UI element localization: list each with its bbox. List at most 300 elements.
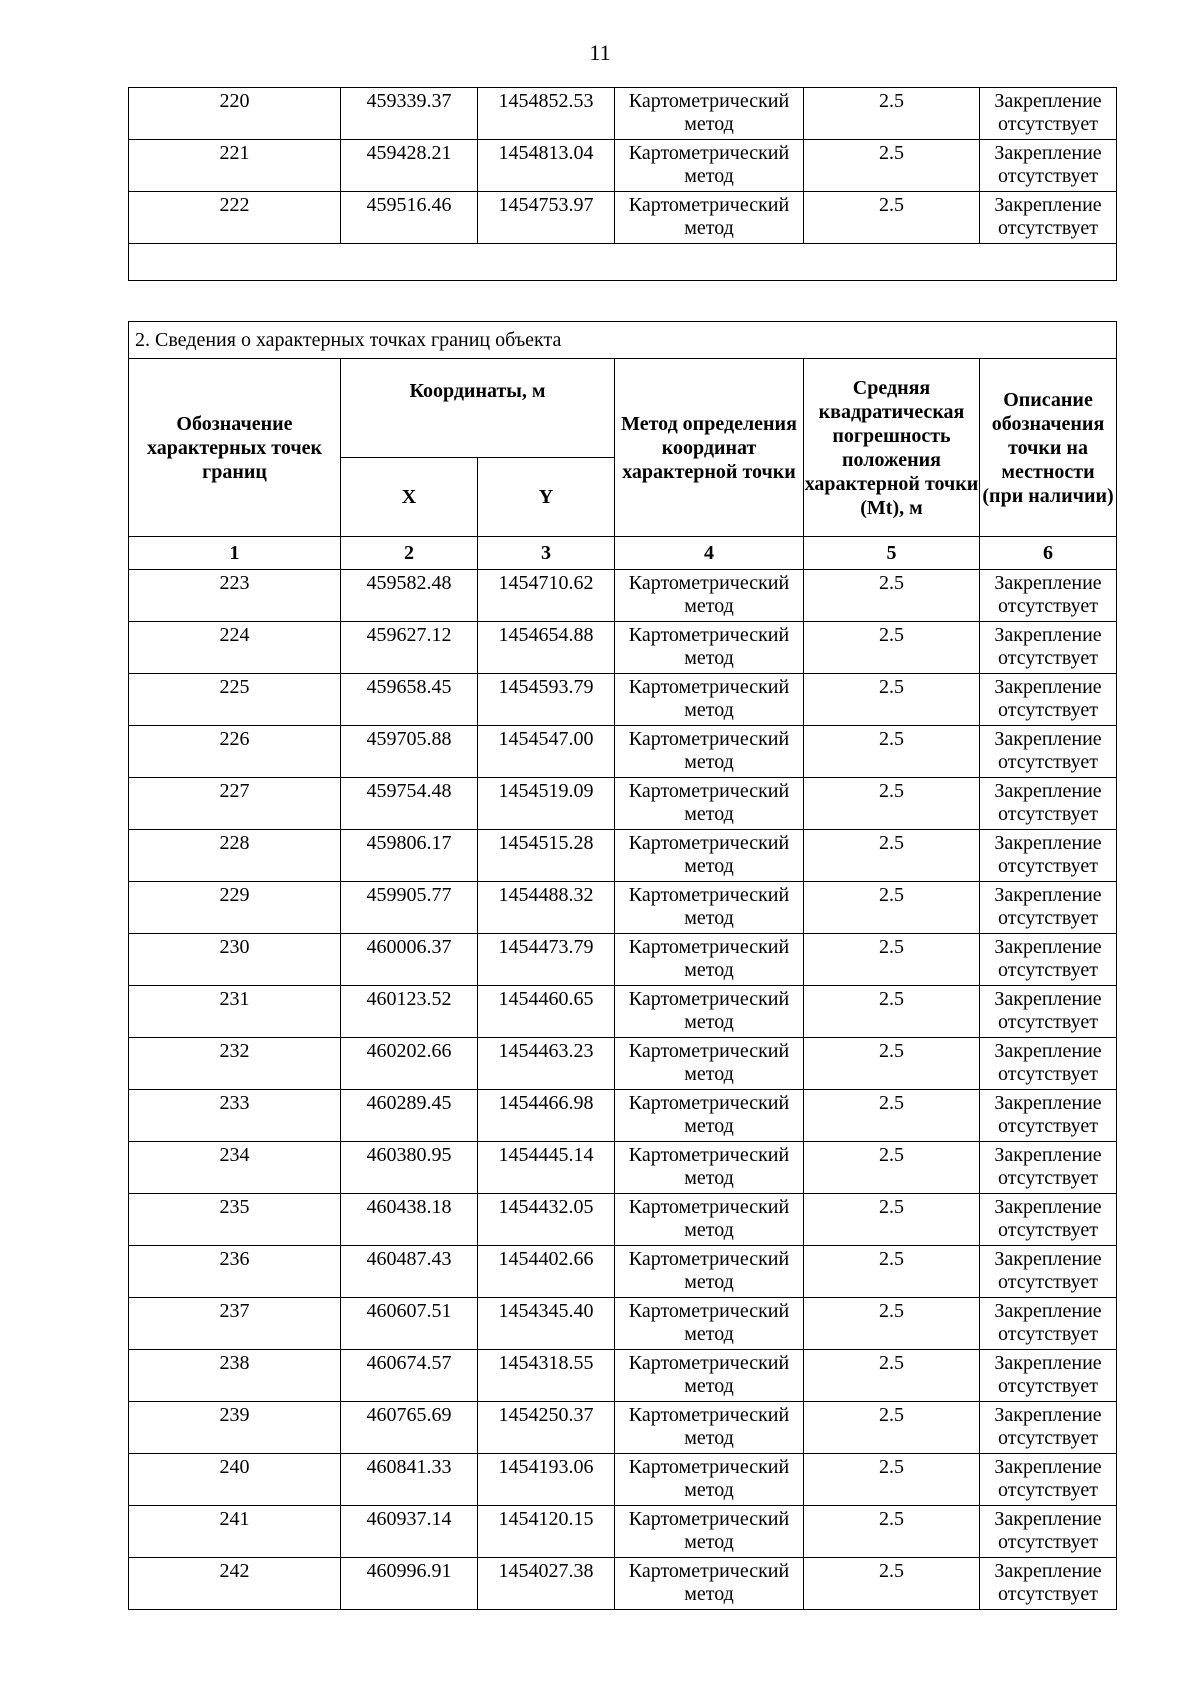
section-title: 2. Сведения о характерных точках границ объекта [129,322,1117,359]
table-row [129,1350,1117,1402]
description-text: отсутствует [997,1479,1099,1501]
error-value-text: 2.5 [879,884,904,906]
description-text: отсутствует [997,1219,1099,1241]
method [615,1038,804,1090]
description [980,1402,1117,1454]
point-number-text: 239 [219,1404,250,1426]
point-number-text: 220 [219,90,250,112]
method-text: Картометрический [628,194,790,216]
error-value [804,1558,980,1610]
method [615,674,804,726]
coordinate-x-text: 460487.43 [366,1248,452,1270]
description [980,1142,1117,1194]
point-number [129,1246,341,1298]
method-text: Картометрический [628,1560,790,1582]
description-text: Закрепление [994,936,1102,958]
error-value [804,1506,980,1558]
column-number: 4 [615,537,804,570]
coordinate-y-text: 1454753.97 [498,194,594,216]
error-value [804,140,980,192]
method [615,882,804,934]
coordinate-y-text: 1454710.62 [498,572,594,594]
boundary-points-table [128,321,1117,1610]
coordinate-x-text: 460123.52 [366,988,452,1010]
coordinate-y-text: 1454852.53 [498,90,594,112]
error-value [804,1298,980,1350]
coordinate-y-text: 1454345.40 [498,1300,594,1322]
description-text: Закрепление [994,90,1102,112]
description [980,622,1117,674]
method-text: метод [684,803,734,825]
coordinate-y-text: 1454460.65 [498,988,594,1010]
point-number [129,1558,341,1610]
method-text: метод [684,907,734,929]
coordinate-y [478,1454,615,1506]
error-value-text: 2.5 [879,1404,904,1426]
point-number-text: 222 [219,194,250,216]
coordinate-y-text: 1454519.09 [498,780,594,802]
column-number: 5 [804,537,980,570]
coordinate-y [478,778,615,830]
point-number [129,830,341,882]
point-number [129,726,341,778]
method [615,570,804,622]
coordinate-x-text: 459428.21 [366,142,452,164]
method-text: метод [684,1531,734,1553]
coordinate-y [478,1038,615,1090]
point-number [129,882,341,934]
header-coordinates: Координаты, м [341,359,615,458]
description-text: отсутствует [997,803,1099,825]
description-text: Закрепление [994,1300,1102,1322]
coordinate-y-text: 1454120.15 [498,1508,594,1530]
coordinate-y [478,1298,615,1350]
method-text: Картометрический [628,1300,790,1322]
table-row [129,1506,1117,1558]
coordinate-x [341,882,478,934]
point-number [129,88,341,140]
description-text: Закрепление [994,1248,1102,1270]
point-number-text: 238 [219,1352,250,1374]
description-text: отсутствует [997,1375,1099,1397]
header-error: Средняя квадратическая погрешность положения характерной точки (Mt), м [804,359,980,537]
method [615,1298,804,1350]
description [980,986,1117,1038]
method-text: метод [684,855,734,877]
description [980,1090,1117,1142]
page-number: 11 [589,40,611,65]
point-number [129,1506,341,1558]
point-number [129,622,341,674]
error-value-text: 2.5 [879,194,904,216]
coordinate-y-text: 1454445.14 [498,1144,594,1166]
coordinate-y [478,830,615,882]
column-number: 6 [980,537,1117,570]
description [980,140,1117,192]
method [615,1246,804,1298]
description-text: отсутствует [997,1427,1099,1449]
header-y: Y [478,458,615,537]
point-number-text: 230 [219,936,250,958]
method-text: метод [684,1219,734,1241]
error-value-text: 2.5 [879,936,904,958]
coordinate-y [478,88,615,140]
coordinate-x [341,778,478,830]
error-value-text: 2.5 [879,1352,904,1374]
coordinate-x-text: 459339.37 [366,90,452,112]
method-text: метод [684,113,734,135]
table-row [129,192,1117,244]
description [980,1298,1117,1350]
coordinate-x [341,192,478,244]
error-value-text: 2.5 [879,1040,904,1062]
point-number-text: 229 [219,884,250,906]
coordinate-y-text: 1454466.98 [498,1092,594,1114]
coordinate-x-text: 459516.46 [366,194,452,216]
error-value [804,1142,980,1194]
method-text: метод [684,595,734,617]
coordinate-x-text: 459658.45 [366,676,452,698]
point-number-text: 228 [219,832,250,854]
description-text: Закрепление [994,194,1102,216]
method-text: Картометрический [628,1092,790,1114]
point-number [129,140,341,192]
coordinate-x-text: 460765.69 [366,1404,452,1426]
header-description: Описание обозначения точки на местности (при наличии) [980,359,1117,537]
error-value-text: 2.5 [879,1300,904,1322]
coordinate-x [341,140,478,192]
error-value-text: 2.5 [879,624,904,646]
error-value [804,1038,980,1090]
description-text: отсутствует [997,1531,1099,1553]
error-value-text: 2.5 [879,728,904,750]
method [615,88,804,140]
error-value [804,986,980,1038]
method-text: Картометрический [628,832,790,854]
method-text: Картометрический [628,884,790,906]
description-text: отсутствует [997,907,1099,929]
description-text: Закрепление [994,832,1102,854]
description [980,192,1117,244]
method-text: метод [684,1271,734,1293]
table-header [129,322,1117,570]
method [615,1402,804,1454]
coordinate-y [478,1090,615,1142]
coordinate-x-text: 459627.12 [366,624,452,646]
description-text: отсутствует [997,751,1099,773]
table-row [129,986,1117,1038]
method-text: Картометрический [628,676,790,698]
error-value-text: 2.5 [879,1248,904,1270]
description-text: отсутствует [997,1011,1099,1033]
coordinate-x-text: 460380.95 [366,1144,452,1166]
description-text: Закрепление [994,624,1102,646]
coordinate-y-text: 1454547.00 [498,728,594,750]
point-number [129,570,341,622]
coordinate-x [341,1506,478,1558]
method-text: Картометрический [628,780,790,802]
point-number [129,778,341,830]
coordinate-y [478,1558,615,1610]
table-row [129,1090,1117,1142]
method [615,1506,804,1558]
section-title-row [129,322,1117,359]
error-value [804,1246,980,1298]
method-text: Картометрический [628,728,790,750]
error-value-text: 2.5 [879,142,904,164]
error-value-text: 2.5 [879,1560,904,1582]
coordinate-x [341,1142,478,1194]
point-number-text: 224 [219,624,250,646]
error-value-text: 2.5 [879,90,904,112]
table-row [129,1402,1117,1454]
error-value-text: 2.5 [879,988,904,1010]
table-row [129,726,1117,778]
point-number-text: 240 [219,1456,250,1478]
description [980,1350,1117,1402]
point-number-text: 227 [219,780,250,802]
description-text: Закрепление [994,1508,1102,1530]
description-text: отсутствует [997,1115,1099,1137]
error-value [804,192,980,244]
method-text: метод [684,1427,734,1449]
method-text: Картометрический [628,936,790,958]
point-number [129,1142,341,1194]
method-text: Картометрический [628,1248,790,1270]
coordinate-y [478,882,615,934]
error-value [804,1090,980,1142]
error-value-text: 2.5 [879,1092,904,1114]
table-row [129,1298,1117,1350]
method-text: Картометрический [628,624,790,646]
coordinate-x [341,1402,478,1454]
description-text: Закрепление [994,1144,1102,1166]
table-row [129,674,1117,726]
point-number [129,986,341,1038]
table-row [129,1558,1117,1610]
description-text: отсутствует [997,647,1099,669]
table-row [129,882,1117,934]
error-value-text: 2.5 [879,780,904,802]
method [615,934,804,986]
table-row [129,934,1117,986]
coordinate-x [341,830,478,882]
continuation-table [128,87,1117,281]
coordinate-y-text: 1454027.38 [498,1560,594,1582]
error-value-text: 2.5 [879,1144,904,1166]
coordinate-x-text: 460674.57 [366,1352,452,1374]
point-number-text: 221 [219,142,250,164]
coordinate-x [341,1454,478,1506]
method-text: Картометрический [628,1404,790,1426]
coordinate-x [341,674,478,726]
error-value-text: 2.5 [879,1508,904,1530]
method [615,986,804,1038]
error-value [804,674,980,726]
error-value-text: 2.5 [879,1456,904,1478]
description-text: отсутствует [997,1063,1099,1085]
description-text: Закрепление [994,1352,1102,1374]
coordinate-x [341,88,478,140]
point-number-text: 236 [219,1248,250,1270]
method [615,140,804,192]
coordinate-x [341,1090,478,1142]
coordinate-y-text: 1454654.88 [498,624,594,646]
description-text: Закрепление [994,1040,1102,1062]
error-value-text: 2.5 [879,676,904,698]
description-text: отсутствует [997,595,1099,617]
description-text: отсутствует [997,1583,1099,1605]
point-number [129,1454,341,1506]
error-value [804,778,980,830]
method-text: Картометрический [628,988,790,1010]
error-value [804,570,980,622]
coordinate-y [478,140,615,192]
coordinate-x [341,1246,478,1298]
coordinate-y-text: 1454593.79 [498,676,594,698]
point-number-text: 242 [219,1560,250,1582]
point-number-text: 233 [219,1092,250,1114]
coordinate-y [478,1194,615,1246]
point-number [129,934,341,986]
point-number-text: 237 [219,1300,250,1322]
continuation-table-body [129,88,1117,281]
method-text: Картометрический [628,142,790,164]
method-text: метод [684,699,734,721]
coordinate-y-text: 1454813.04 [498,142,594,164]
description [980,1506,1117,1558]
coordinate-x [341,986,478,1038]
method-text: Картометрический [628,1508,790,1530]
point-number [129,674,341,726]
method [615,778,804,830]
point-number-text: 223 [219,572,250,594]
coordinate-y-text: 1454515.28 [498,832,594,854]
method [615,1350,804,1402]
table-row [129,140,1117,192]
coordinate-y [478,986,615,1038]
header-x: X [341,458,478,537]
error-value-text: 2.5 [879,572,904,594]
coordinate-y [478,570,615,622]
coordinate-y [478,622,615,674]
column-number: 1 [129,537,341,570]
coordinate-x-text: 459905.77 [366,884,452,906]
method-text: метод [684,959,734,981]
point-number [129,1350,341,1402]
coordinate-x-text: 460937.14 [366,1508,452,1530]
error-value [804,882,980,934]
coordinate-x [341,934,478,986]
method-text: метод [684,1011,734,1033]
column-numbers-row [129,537,1117,570]
description [980,674,1117,726]
error-value [804,1454,980,1506]
description-text: Закрепление [994,1092,1102,1114]
description [980,1454,1117,1506]
method-text: метод [684,1375,734,1397]
point-number-text: 226 [219,728,250,750]
method [615,1194,804,1246]
method-text: Картометрический [628,90,790,112]
coordinate-y-text: 1454193.06 [498,1456,594,1478]
coordinate-x [341,570,478,622]
method [615,830,804,882]
description-text: Закрепление [994,142,1102,164]
coordinate-x [341,1194,478,1246]
table-row [129,1142,1117,1194]
coordinate-x-text: 460607.51 [366,1300,452,1322]
point-number [129,1090,341,1142]
description [980,1194,1117,1246]
description [980,88,1117,140]
coordinate-y [478,934,615,986]
coordinate-x [341,1350,478,1402]
description-text: отсутствует [997,113,1099,135]
point-number-text: 241 [219,1508,250,1530]
coordinate-x-text: 460841.33 [366,1456,452,1478]
error-value [804,726,980,778]
error-value [804,1194,980,1246]
table-row [129,778,1117,830]
description-text: отсутствует [997,855,1099,877]
method [615,622,804,674]
error-value-text: 2.5 [879,832,904,854]
error-value [804,1350,980,1402]
description-text: отсутствует [997,217,1099,239]
point-number-text: 234 [219,1144,250,1166]
point-number-text: 232 [219,1040,250,1062]
description-text: Закрепление [994,1560,1102,1582]
method-text: Картометрический [628,1040,790,1062]
coordinate-x-text: 460438.18 [366,1196,452,1218]
coordinate-x [341,726,478,778]
description [980,830,1117,882]
coordinate-y-text: 1454473.79 [498,936,594,958]
coordinate-y-text: 1454488.32 [498,884,594,906]
column-number: 3 [478,537,615,570]
table-row [129,622,1117,674]
coordinate-y-text: 1454402.66 [498,1248,594,1270]
method-text: Картометрический [628,1144,790,1166]
description-text: Закрепление [994,728,1102,750]
coordinate-x-text: 460006.37 [366,936,452,958]
table-row [129,1194,1117,1246]
table-body [129,570,1117,1610]
description-text: отсутствует [997,699,1099,721]
table-row [129,1038,1117,1090]
description-text: Закрепление [994,1404,1102,1426]
coordinate-x [341,1298,478,1350]
coordinate-y-text: 1454432.05 [498,1196,594,1218]
method-text: метод [684,1583,734,1605]
description-text: Закрепление [994,780,1102,802]
method [615,726,804,778]
method-text: метод [684,1323,734,1345]
error-value [804,934,980,986]
point-number-text: 225 [219,676,250,698]
description-text: отсутствует [997,1271,1099,1293]
method-text: метод [684,1115,734,1137]
error-value [804,88,980,140]
table-row [129,1454,1117,1506]
description-text: отсутствует [997,165,1099,187]
description-text: Закрепление [994,676,1102,698]
method-text: метод [684,647,734,669]
method-text: метод [684,751,734,773]
method [615,1558,804,1610]
coordinate-x [341,1558,478,1610]
